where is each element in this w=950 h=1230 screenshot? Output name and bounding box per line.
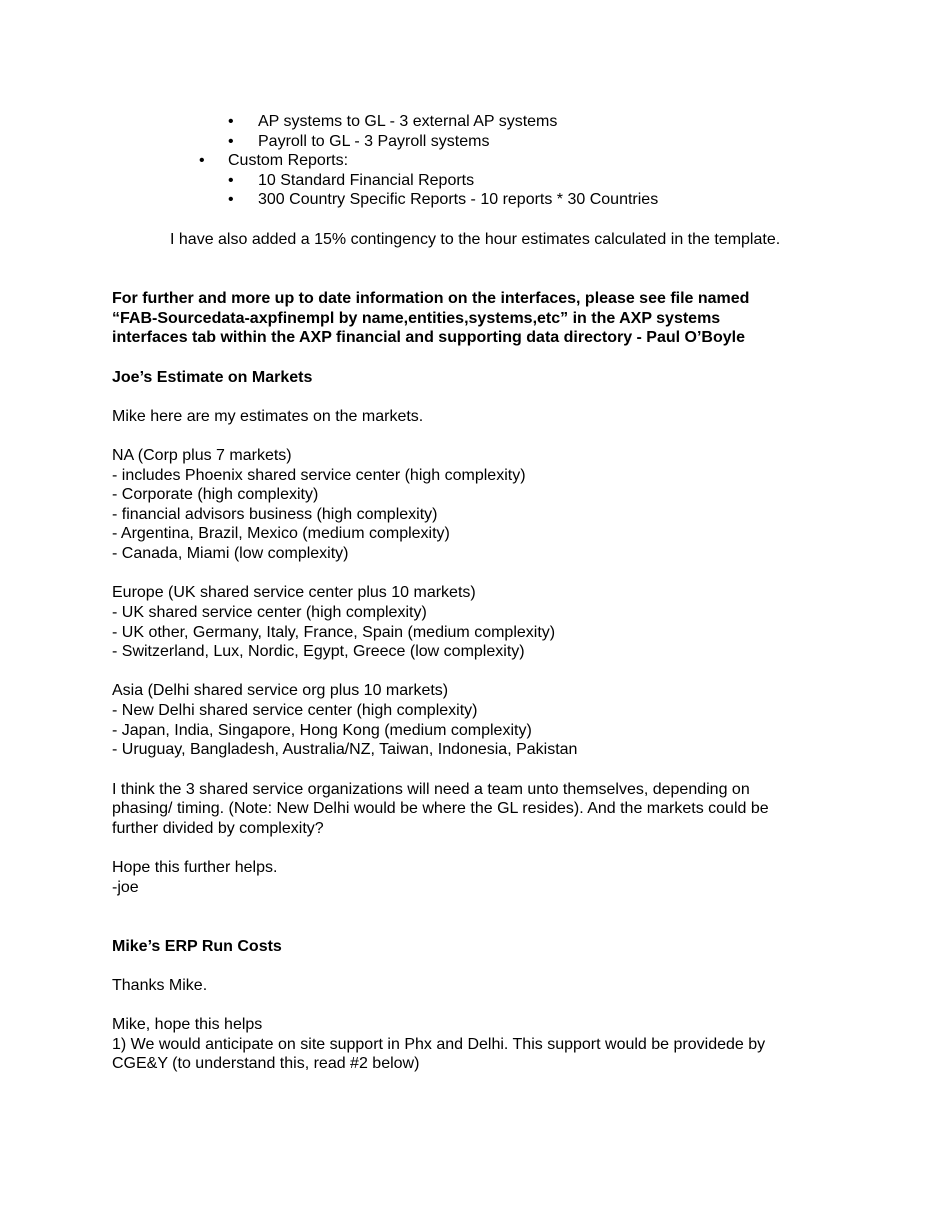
europe-line: - UK other, Germany, Italy, France, Spain (medium complexity) — [112, 624, 556, 641]
bullet-country-reports: 300 Country Specific Reports - 10 reports * 30 Countries — [258, 191, 659, 208]
europe-line: - UK shared service center (high complexity) — [112, 604, 427, 621]
na-line: NA (Corp plus 7 markets) — [112, 447, 292, 464]
bullet-marker: • — [199, 152, 205, 169]
na-line: - includes Phoenix shared service center (high complexity) — [112, 467, 526, 484]
na-line: - Corporate (high complexity) — [112, 486, 319, 503]
na-line: - Argentina, Brazil, Mexico (medium complexity) — [112, 525, 450, 542]
mike-hope: Mike, hope this helps — [112, 1016, 263, 1033]
europe-line: Europe (UK shared service center plus 10 markets) — [112, 584, 476, 601]
mike-point-1-line: 1) We would anticipate on site support in Phx and Delhi. This support would be providede by — [112, 1036, 766, 1053]
asia-line: Asia (Delhi shared service org plus 10 markets) — [112, 682, 449, 699]
joe-intro: Mike here are my estimates on the markets. — [112, 408, 424, 425]
interfaces-note-line: For further and more up to date information on the interfaces, please see file named — [112, 290, 750, 307]
interfaces-note-line: “FAB-Sourcedata-axpfinempl by name,entities,systems,etc” in the AXP systems — [112, 310, 721, 327]
bullet-marker: • — [228, 113, 234, 130]
contingency-note: I have also added a 15% contingency to the hour estimates calculated in the template. — [170, 231, 781, 248]
na-line: - Canada, Miami (low complexity) — [112, 545, 349, 562]
mike-erp-heading: Mike’s ERP Run Costs — [112, 938, 282, 955]
interfaces-note-line: interfaces tab within the AXP financial and supporting data directory - Paul O’Boyle — [112, 329, 745, 346]
asia-line: - Uruguay, Bangladesh, Australia/NZ, Taiwan, Indonesia, Pakistan — [112, 741, 578, 758]
mike-thanks: Thanks Mike. — [112, 977, 208, 994]
think-line: further divided by complexity? — [112, 820, 324, 837]
asia-line: - New Delhi shared service center (high complexity) — [112, 702, 478, 719]
bullet-marker: • — [228, 133, 234, 150]
bullet-custom-reports: Custom Reports: — [228, 152, 349, 169]
bullet-marker: • — [228, 191, 234, 208]
asia-line: - Japan, India, Singapore, Hong Kong (medium complexity) — [112, 722, 532, 739]
bullet-payroll: Payroll to GL - 3 Payroll systems — [258, 133, 490, 150]
bullet-standard-reports: 10 Standard Financial Reports — [258, 172, 475, 189]
mike-point-1-line: CGE&Y (to understand this, read #2 below) — [112, 1055, 420, 1072]
joe-estimate-heading: Joe’s Estimate on Markets — [112, 369, 313, 386]
joe-signature: -joe — [112, 879, 139, 896]
na-line: - financial advisors business (high complexity) — [112, 506, 438, 523]
think-line: I think the 3 shared service organizations will need a team unto themselves, depending on — [112, 781, 750, 798]
joe-closing: Hope this further helps. — [112, 859, 278, 876]
europe-line: - Switzerland, Lux, Nordic, Egypt, Greece (low complexity) — [112, 643, 525, 660]
think-line: phasing/ timing. (Note: New Delhi would be where the GL resides). And the markets could be — [112, 800, 769, 817]
bullet-marker: • — [228, 172, 234, 189]
bullet-ap-systems: AP systems to GL - 3 external AP systems — [258, 113, 558, 130]
